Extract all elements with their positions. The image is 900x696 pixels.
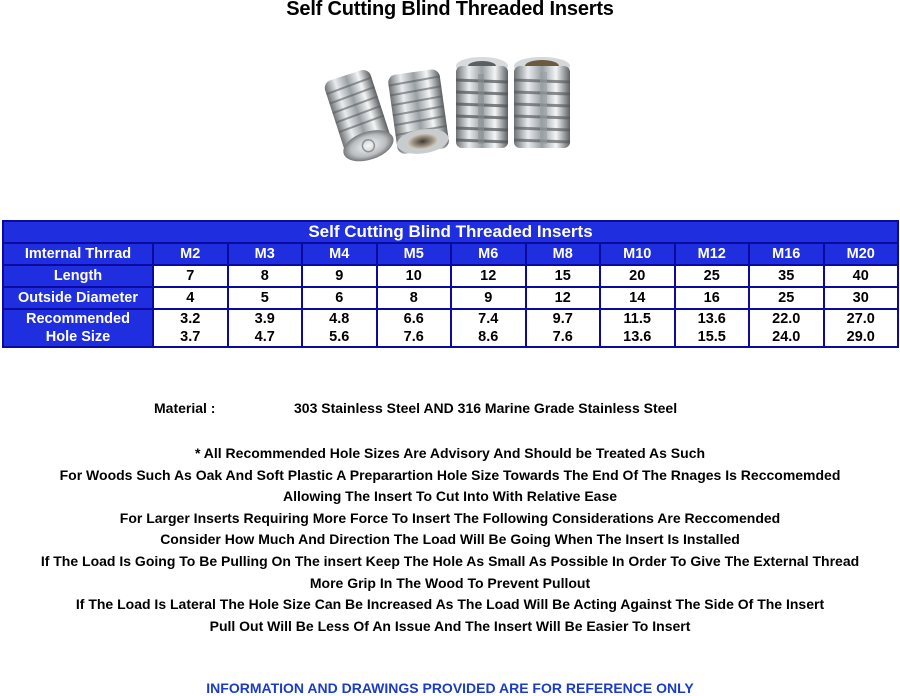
od-cell: 30 xyxy=(824,287,899,309)
length-cell: 40 xyxy=(824,265,899,287)
hole-max: 7.6 xyxy=(552,329,573,345)
od-cell: 8 xyxy=(377,287,452,309)
length-cell: 15 xyxy=(526,265,601,287)
thread-label: Imternal Thrrad xyxy=(3,243,153,265)
hole-min: 6.6 xyxy=(403,311,424,327)
length-cell: 10 xyxy=(377,265,452,287)
hole-size-row xyxy=(3,309,898,347)
hole-cell xyxy=(675,309,750,347)
hole-label-line-2: Hole Size xyxy=(45,329,111,345)
note-line: For Larger Inserts Requiring More Force To Insert The Following Considerations Are Reccomended xyxy=(119,509,781,526)
hole-cell xyxy=(153,309,228,347)
od-cell: 25 xyxy=(749,287,824,309)
hole-max: 5.6 xyxy=(329,329,350,345)
length-cell: 9 xyxy=(302,265,377,287)
hole-min: 27.0 xyxy=(846,311,875,327)
length-cell: 12 xyxy=(451,265,526,287)
hole-cell xyxy=(451,309,526,347)
length-row xyxy=(3,265,898,287)
size-cell: M2 xyxy=(153,243,228,265)
od-cell: 14 xyxy=(600,287,675,309)
notes-block xyxy=(0,443,900,637)
note-line: * All Recommended Hole Sizes Are Advisory And Should be Treated As Such xyxy=(194,445,706,461)
hole-min: 3.2 xyxy=(180,311,201,327)
size-cell: M12 xyxy=(675,243,750,265)
page-title: Self Cutting Blind Threaded Inserts xyxy=(286,0,614,20)
outside-diameter-label: Outside Diameter xyxy=(3,287,153,309)
hole-min: 3.9 xyxy=(254,311,275,327)
threaded-inserts-photo xyxy=(318,52,580,164)
od-cell: 16 xyxy=(675,287,750,309)
note-line: Consider How Much And Direction The Load Will Be Going When The Insert Is Installed xyxy=(160,531,740,548)
insert-2 xyxy=(387,68,450,156)
hole-max: 15.5 xyxy=(697,329,726,345)
note-line: Allowing The Insert To Cut Into With Relative Ease xyxy=(282,488,618,505)
size-cell: M3 xyxy=(228,243,303,265)
size-cell: M8 xyxy=(526,243,601,265)
material-label: Material : xyxy=(154,400,216,416)
hole-cell xyxy=(228,309,303,347)
hole-label-line-1: Recommended xyxy=(26,311,130,327)
hole-min: 4.8 xyxy=(329,311,350,327)
note-line: More Grip In The Wood To Prevent Pullout xyxy=(309,574,591,591)
hole-cell xyxy=(600,309,675,347)
hole-max: 7.6 xyxy=(403,329,424,345)
size-cell: M4 xyxy=(302,243,377,265)
hole-size-label xyxy=(3,309,153,347)
length-cell: 20 xyxy=(600,265,675,287)
hole-min: 7.4 xyxy=(478,311,499,327)
hole-min: 13.6 xyxy=(697,311,726,327)
hole-max: 4.7 xyxy=(254,329,275,345)
outside-diameter-row xyxy=(3,287,898,309)
od-cell: 4 xyxy=(153,287,228,309)
note-line: If The Load Is Lateral The Hole Size Can Be Increased As The Load Will Be Acting Against The Side Of The Insert xyxy=(75,596,825,613)
insert-1 xyxy=(321,67,398,164)
size-cell: M16 xyxy=(749,243,824,265)
note-line: For Woods Such As Oak And Soft Plastic A Preparartion Hole Size Towards The End Of The Rnages Is Reccomemded xyxy=(59,466,841,483)
od-cell: 6 xyxy=(302,287,377,309)
table-banner-row xyxy=(3,221,898,243)
insert-3 xyxy=(456,57,508,148)
length-cell: 7 xyxy=(153,265,228,287)
hole-cell xyxy=(824,309,899,347)
size-cell: M6 xyxy=(451,243,526,265)
thread-size-row xyxy=(3,243,898,265)
hole-max: 29.0 xyxy=(846,329,875,345)
size-cell: M20 xyxy=(824,243,899,265)
length-cell: 35 xyxy=(749,265,824,287)
insert-4 xyxy=(514,57,570,148)
reference-disclaimer: INFORMATION AND DRAWINGS PROVIDED ARE FOR REFERENCE ONLY xyxy=(206,680,694,696)
hole-max: 13.6 xyxy=(623,329,652,345)
hole-min: 11.5 xyxy=(623,311,651,327)
hole-cell xyxy=(377,309,452,347)
hole-cell xyxy=(302,309,377,347)
od-cell: 9 xyxy=(451,287,526,309)
hole-max: 8.6 xyxy=(478,329,499,345)
od-cell: 5 xyxy=(228,287,303,309)
spec-table xyxy=(2,220,899,348)
hole-cell xyxy=(749,309,824,347)
od-cell: 12 xyxy=(526,287,601,309)
hole-min: 22.0 xyxy=(772,311,801,327)
length-cell: 8 xyxy=(228,265,303,287)
hole-min: 9.7 xyxy=(552,311,573,327)
length-cell: 25 xyxy=(675,265,750,287)
hole-cell xyxy=(526,309,601,347)
note-line: Pull Out Will Be Less Of An Issue And The Insert Will Be Easier To Insert xyxy=(209,617,691,634)
size-cell: M10 xyxy=(600,243,675,265)
hole-max: 3.7 xyxy=(180,329,201,345)
table-banner: Self Cutting Blind Threaded Inserts xyxy=(3,221,898,243)
hole-max: 24.0 xyxy=(772,329,801,345)
length-label: Length xyxy=(3,265,153,287)
note-line: If The Load Is Going To Be Pulling On The insert Keep The Hole As Small As Possible In Order To Give The External Thread xyxy=(40,552,860,569)
material-value: 303 Stainless Steel AND 316 Marine Grade Stainless Steel xyxy=(294,400,678,416)
size-cell: M5 xyxy=(377,243,452,265)
